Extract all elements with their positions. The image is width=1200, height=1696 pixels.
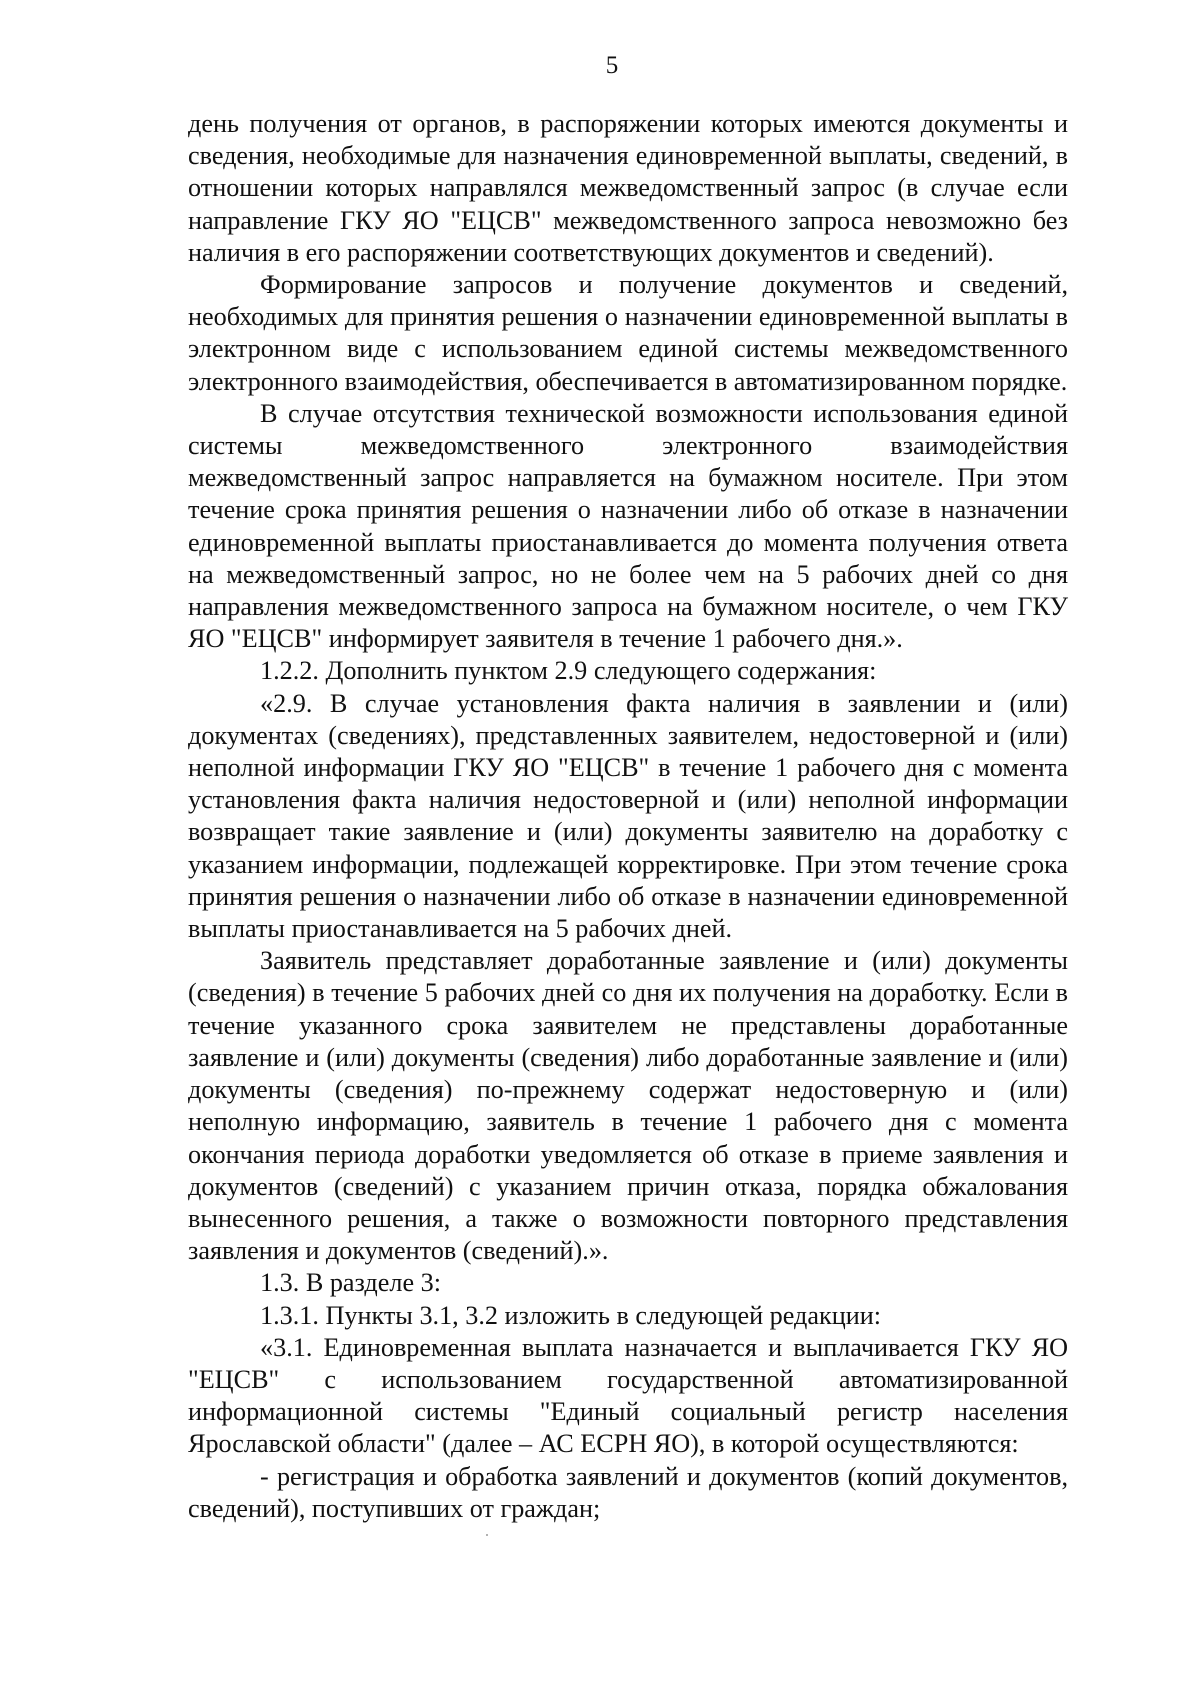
page-number: 5 bbox=[605, 52, 619, 79]
paragraph-continuation: день получения от органов, в распоряжении которых имеются документы и сведения, необходимые для назначения единовременной выплаты, сведений, в отношении которых направлялся межведомственный запрос (в случае если направление ГКУ ЯО "ЕЦСВ" межведомственного запроса невозможно без наличия в его распоряжении соответствующих документов и сведений). bbox=[188, 109, 1068, 267]
paragraph-clause-1-3: 1.3. В разделе 3: bbox=[260, 1268, 441, 1298]
paragraph-list-item-registration: - регистрация и обработка заявлений и документов (копий документов, сведений), поступивших от граждан; bbox=[188, 1461, 1068, 1523]
scan-speck bbox=[486, 1534, 488, 1536]
paragraph-paper-request: В случае отсутствия технической возможности использования единой системы межведомственного электронного взаимодействия межведомственный запрос направляется на бумажном носителе. При этом течение срока принятия решения о назначении либо об отказе в назначении единовременной выплаты приостанавливается до момента получения ответа на межведомственный запрос, но не более чем на 5 рабочих дней со дня направления межведомственного запроса на бумажном носителе, о чем ГКУ ЯО "ЕЦСВ" информирует заявителя в течение 1 рабочего дня.». bbox=[188, 398, 1068, 654]
paragraph-automated-requests: Формирование запросов и получение документов и сведений, необходимых для принятия решения о назначении единовременной выплаты в электронном виде с использованием единой системы межведомственного электронного взаимодействия, обеспечивается в автоматизированном порядке. bbox=[188, 270, 1068, 396]
paragraph-clause-2-9: «2.9. В случае установления факта наличия в заявлении и (или) документах (сведениях), представленных заявителем, недостоверной и (или) неполной информации ГКУ ЯО "ЕЦСВ" в течение 1 рабочего дня с момента установления факта наличия недостоверной и (или) неполной информации возвращает такие заявление и (или) документы заявителю на доработку с указанием информации, подлежащей корректировке. При этом течение срока принятия решения о назначении либо об отказе в назначении единовременной выплаты приостанавливается на 5 рабочих дней. bbox=[188, 688, 1068, 944]
paragraph-clause-3-1: «3.1. Единовременная выплата назначается и выплачивается ГКУ ЯО "ЕЦСВ" с использованием государственной автоматизированной информационной системы "Единый социальный регистр населения Ярославской области" (далее – АС ЕСРН ЯО), в которой осуществляются: bbox=[188, 1332, 1068, 1459]
paragraph-applicant-revision: Заявитель представляет доработанные заявление и (или) документы (сведения) в течение 5 рабочих дней со дня их получения на доработку. Если в течение указанного срока заявителем не представлены доработанные заявление и (или) документы (сведения) либо доработанные заявление и (или) документы (сведения) по-прежнему содержат недостоверную и (или) неполную информацию, заявитель в течение 1 рабочего дня с момента окончания периода доработки уведомляется об отказе в приеме заявления и документов (сведений) с указанием причин отказа, порядка обжалования вынесенного решения, а также о возможности повторного представления заявления и документов (сведений).». bbox=[188, 946, 1068, 1266]
paragraph-clause-1-2-2: 1.2.2. Дополнить пунктом 2.9 следующего содержания: bbox=[260, 656, 877, 686]
paragraph-clause-1-3-1: 1.3.1. Пункты 3.1, 3.2 изложить в следующей редакции: bbox=[260, 1300, 882, 1330]
document-body bbox=[188, 108, 1068, 1525]
